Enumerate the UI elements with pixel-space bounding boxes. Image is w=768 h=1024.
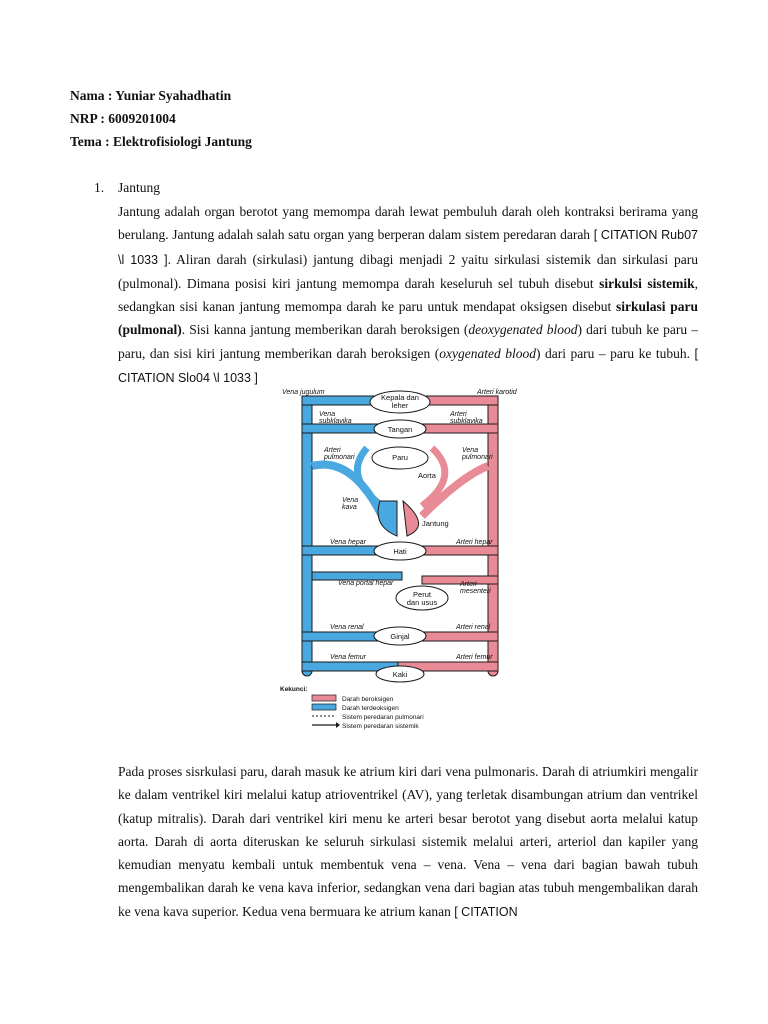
- label-vena-hepar: Vena hepar: [330, 539, 366, 546]
- legend-title: Kekunci:: [280, 686, 308, 693]
- paragraph-pulmonary: Pada proses sisrkulasi paru, darah masuk ke atrium kiri dari vena pulmonaris. Darah di atriumkiri mengalir ke dalam ventrikel kiri melalui katup atrioventrikel (AV), yang terletak disambungan atrium dan ventrikel (katup mitralis). Darah dari ventrikel kiri menu ke arteri besar berotot yang disebut aorta melalui katup aorta. Darah di aorta diteruskan ke seluruh sirkulasi sistemik melalui arteri, arteriol dan kapiler yang kemudian menyatu kembali untuk membentuk vena – vena. Vena – vena dari bagian bawah tubuh mengembalikan darah ke vena kava inferior, sedangkan vena dari bagian atas tubuh mengembalikan darah ke vena kava superior. Kedua vena bermuara ke atrium kanan [ CITATION: [118, 764, 698, 919]
- label-arteri-subklavika-1: Arteri: [450, 411, 467, 418]
- label-kepala-2: leher: [391, 401, 409, 410]
- legend-systemic: Sistem peredaran sistemik: [342, 723, 419, 730]
- label-vena-jugulum: Vena jugulum: [282, 389, 325, 396]
- label-arteri-pulmonari-1: Arteri: [324, 447, 341, 454]
- label-arteri-mesenteri-2: mesenteri: [460, 588, 491, 595]
- label-vena-femur: Vena femur: [330, 654, 366, 661]
- label-paru: Paru: [392, 453, 408, 462]
- label-vena-portal: Vena portal hepar: [338, 580, 394, 587]
- student-name: Nama : Yuniar Syahadhatin: [70, 88, 232, 103]
- label-kaki: Kaki: [392, 670, 408, 679]
- section-title: Jantung: [118, 180, 160, 195]
- student-nrp: NRP : 6009201004: [70, 111, 176, 126]
- label-aorta: Aorta: [418, 471, 436, 480]
- citation-field: [ CITATION Rub07 \l 1033 ]: [118, 228, 698, 267]
- label-perut-1: Perut: [413, 590, 431, 599]
- circulation-diagram: [272, 386, 528, 738]
- label-arteri-renal: Arteri renal: [456, 624, 491, 631]
- legend-oxygenated: Darah beroksigen: [342, 696, 394, 703]
- label-vena-pulmonari-2: pulmonari: [462, 454, 493, 461]
- document-theme: Tema : Elektrofisiologi Jantung: [70, 134, 252, 149]
- label-perut-2: dan usus: [406, 598, 438, 607]
- label-arteri-femur: Arteri femur: [456, 654, 493, 661]
- label-vena-kava-1: Vena: [342, 497, 359, 504]
- label-vena-pulmonari-1: Vena: [462, 447, 479, 454]
- citation-field: [ CITATION: [454, 904, 518, 919]
- label-kepala-1: Kepala dan: [381, 393, 419, 402]
- label-arteri-hepar: Arteri hepar: [456, 539, 493, 546]
- label-arteri-karotid: Arteri karotid: [477, 389, 517, 396]
- label-ginjal: Ginjal: [390, 632, 410, 641]
- subklavika-vein: [302, 424, 382, 433]
- label-vena-kava-2: kava: [342, 504, 357, 511]
- legend-swatch-oxygenated: [312, 695, 336, 701]
- label-arteri-mesenteri-1: Arteri: [460, 581, 477, 588]
- citation-field: [ CITATION Slo04 \l 1033 ]: [118, 346, 698, 386]
- label-jantung: Jantung: [422, 519, 449, 528]
- label-vena-subklavika-2: subklavika: [319, 418, 352, 425]
- portal-vein: [312, 572, 402, 580]
- label-vena-subklavika-1: Vena: [319, 411, 336, 418]
- label-tangan: Tangan: [387, 425, 413, 434]
- legend-deoxygenated: Darah terdeoksigen: [342, 705, 399, 712]
- label-vena-renal: Vena renal: [330, 624, 364, 631]
- label-hati: Hati: [393, 547, 407, 556]
- list-number: 1.: [94, 180, 105, 195]
- legend-swatch-deoxygenated: [312, 704, 336, 710]
- legend-pulmonary: Sistem peredaran pulmonari: [342, 714, 424, 721]
- paragraph-intro: Jantung adalah organ berotot yang memompa darah lewat pembuluh darah oleh kontraksi berirama yang berulang. Jantung adalah salah satu organ yang berperan dalam sistem peredaran darah [ CITATION Rub07 \l 1033 ]. Aliran darah (sirkulasi) jantung dibagi menjadi 2 yaitu sirkulasi sistemik dan sirkulasi paru (pulmonal). Dimana posisi kiri jantung memompa darah keseluruh sel tubuh disebut sirkulsi sistemik, sedangkan sisi kanan jantung memompa darah ke paru untuk mendapat oksigsen disebut sirkulasi paru (pulmonal). Sisi kanna jantung memberikan darah beroksigen (deoxygenated blood) dari tubuh ke paru – paru, dan sisi kiri jantung memberikan darah beroksigen (oxygenated blood) dari paru – paru ke tubuh. [ CITATION Slo04 \l 1033 ]: [118, 204, 699, 386]
- label-arteri-pulmonari-2: pulmonari: [324, 454, 355, 461]
- subklavika-artery: [418, 424, 498, 433]
- label-arteri-subklavika-2: subklavika: [450, 418, 483, 425]
